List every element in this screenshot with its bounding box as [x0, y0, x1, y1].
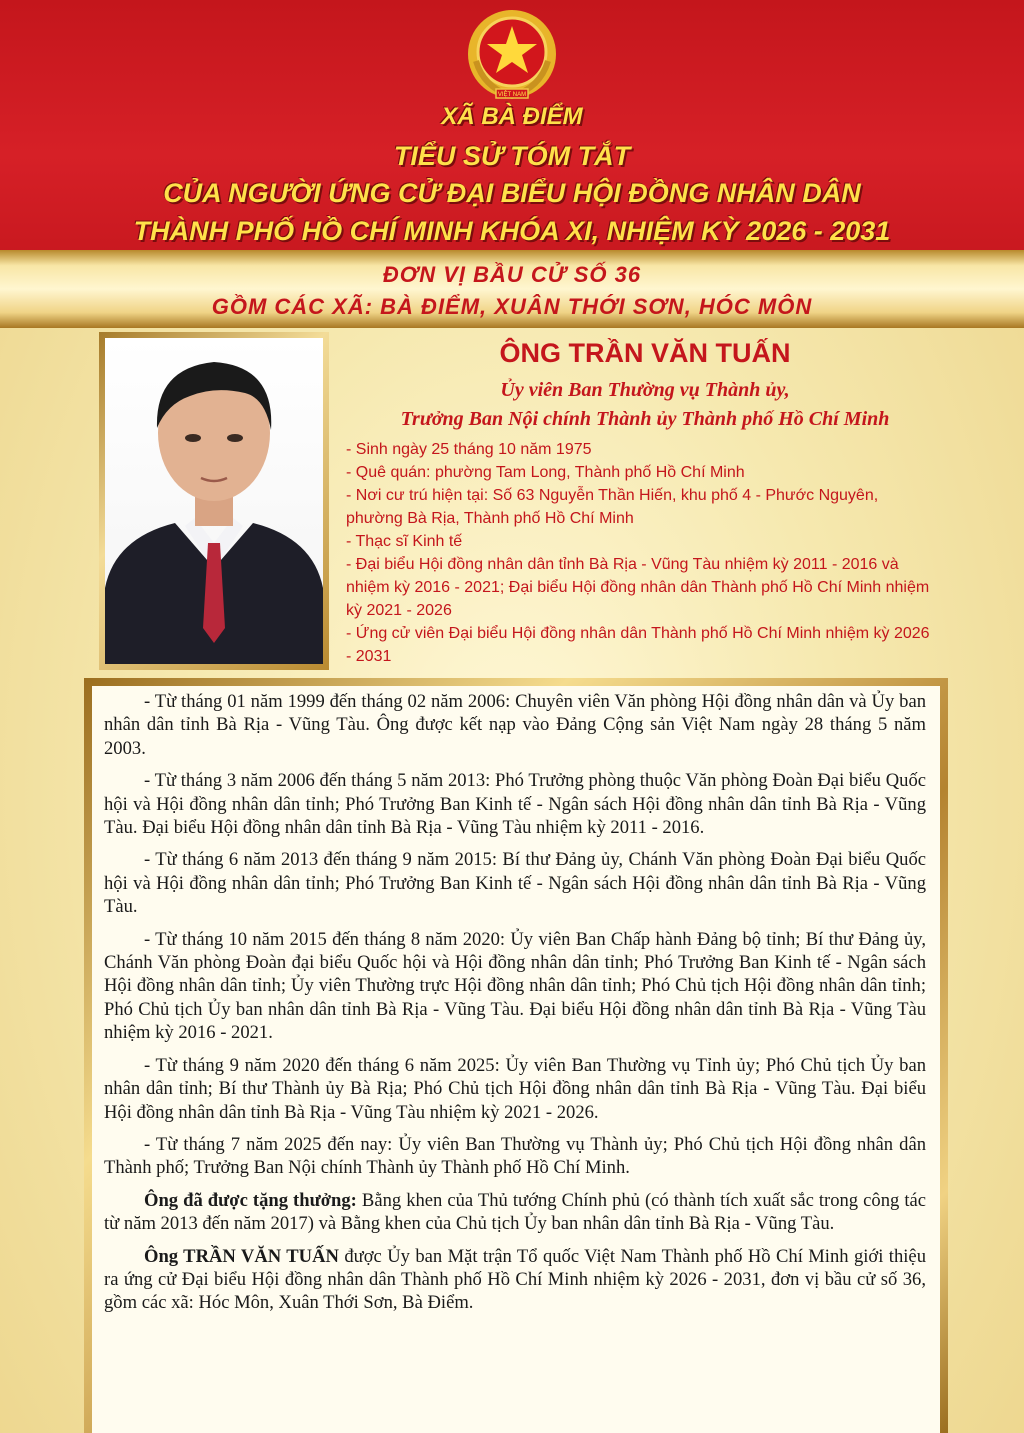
- candidate-title-1: Ủy viên Ban Thường vụ Thành ủy,: [500, 379, 790, 401]
- fact-item-birth: - Sinh ngày 25 tháng 10 năm 1975: [346, 441, 592, 458]
- electoral-unit-heading: ĐƠN VỊ BẦU CỬ SỐ 36: [382, 262, 642, 287]
- career-entry: - Từ tháng 9 năm 2020 đến tháng 6 năm 2025: Ủy viên Ban Thường vụ Tỉnh ủy; Phó Chủ tịch Ủy ban nhân dân tỉnh; Bí thư Thành ủy Bà Rịa; Phó Chủ tịch Hội đồng nhân dân tỉnh Bà Rịa - Vũng Tàu. Đại biểu Hội đồng nhân dân tỉnh Bà Rịa - Vũng Tàu nhiệm kỳ 2021 - 2026.: [104, 1054, 926, 1123]
- nomination-text: được Ủy ban Mặt trận Tổ quốc Việt Nam Thành phố Hồ Chí Minh giới thiệu ra ứng cử Đại biểu Hội đồng nhân dân Thành phố Hồ Chí Minh nhiệm kỳ 2026 - 2031, đơn vị bầu cử số 36, gồm các xã: Hóc Môn, Xuân Thới Sơn, Bà Điểm.: [104, 1245, 926, 1314]
- candidate-name: ÔNG TRẦN VĂN TUẤN: [499, 338, 791, 368]
- nomination-label: Ông TRẦN VĂN TUẤN: [144, 1245, 339, 1267]
- biography-text: [104, 690, 926, 1324]
- doc-title-line3: THÀNH PHỐ HỒ CHÍ MINH KHÓA XI, NHIỆM KỲ 2026 - 2031: [133, 216, 891, 246]
- emblem-text: VIỆT NAM: [497, 92, 527, 98]
- award-text: Bằng khen của Thủ tướng Chính phủ (có thành tích xuất sắc trong công tác từ năm 2013 đến năm 2017) và Bằng khen của Chủ tịch Ủy ban nhân dân tỉnh Bà Rịa - Vũng Tàu.: [104, 1189, 926, 1235]
- fact-item-residence: - Nơi cư trú hiện tại: Số 63 Nguyễn Thần Hiến, khu phố 4 - Phước Nguyên, phường Bà Rịa, Thành phố Hồ Chí Minh: [346, 487, 879, 527]
- candidate-title-2: Trưởng Ban Nội chính Thành ủy Thành phố Hồ Chí Minh: [400, 408, 890, 430]
- career-entry: - Từ tháng 3 năm 2006 đến tháng 5 năm 2013: Phó Trưởng phòng thuộc Văn phòng Đoàn Đại biểu Quốc hội và Hội đồng nhân dân tỉnh; Phó Trưởng Ban Kinh tế - Ngân sách Hội đồng nhân dân tỉnh Bà Rịa - Vũng Tàu. Đại biểu Hội đồng nhân dân tỉnh Bà Rịa - Vũng Tàu nhiệm kỳ 2011 - 2016.: [104, 770, 926, 839]
- career-entry: - Từ tháng 10 năm 2015 đến tháng 8 năm 2020: Ủy viên Ban Chấp hành Đảng bộ tỉnh; Bí thư Đảng ủy, Chánh Văn phòng Đoàn đại biểu Quốc hội và Hội đồng nhân dân tỉnh; Phó Trưởng Ban Kinh tế - Ngân sách Hội đồng nhân dân tỉnh; Ủy viên Thường trực Hội đồng nhân dân tỉnh; Phó Chủ tịch Hội đồng nhân dân tỉnh; Phó Chủ tịch Ủy ban nhân dân tỉnh Bà Rịa - Vũng Tàu. Đại biểu Hội đồng nhân dân tỉnh Bà Rịa - Vũng Tàu nhiệm kỳ 2016 - 2021.: [104, 928, 926, 1044]
- national-emblem-icon: [462, 6, 562, 106]
- portrait-frame: [99, 332, 329, 670]
- portrait-illustration: [105, 338, 323, 664]
- career-entry: - Từ tháng 6 năm 2013 đến tháng 9 năm 2015: Bí thư Đảng ủy, Chánh Văn phòng Đoàn Đại biểu Quốc hội và Hội đồng nhân dân tỉnh; Phó Trưởng Ban Kinh tế - Ngân sách Hội đồng nhân dân tỉnh Bà Rịa - Vũng Tàu.: [104, 849, 926, 918]
- doc-title-line2: CỦA NGƯỜI ỨNG CỬ ĐẠI BIỂU HỘI ĐỒNG NHÂN DÂN: [163, 178, 861, 208]
- fact-item-hometown: - Quê quán: phường Tam Long, Thành phố Hồ Chí Minh: [346, 464, 745, 481]
- award-label: Ông đã được tặng thưởng:: [144, 1189, 357, 1211]
- award-paragraph: [104, 1189, 926, 1236]
- personal-facts-list: [346, 438, 936, 668]
- career-entry: - Từ tháng 01 năm 1999 đến tháng 02 năm 2006: Chuyên viên Văn phòng Hội đồng nhân dân và Ủy ban nhân dân tỉnh Bà Rịa - Vũng Tàu. Ông được kết nạp vào Đảng Cộng sản Việt Nam ngày 28 tháng 5 năm 2003.: [104, 691, 926, 759]
- career-entry: - Từ tháng 7 năm 2025 đến nay: Ủy viên Ban Thường vụ Thành ủy; Phó Chủ tịch Hội đồng nhân dân Thành phố; Trưởng Ban Nội chính Thành ủy Thành phố Hồ Chí Minh.: [104, 1133, 926, 1179]
- commune-heading: XÃ BÀ ĐIỂM: [441, 103, 583, 130]
- electoral-unit-communes: GỒM CÁC XÃ: BÀ ĐIỂM, XUÂN THỚI SƠN, HÓC MÔN: [211, 294, 813, 319]
- fact-item-past-terms: - Đại biểu Hội đồng nhân dân tỉnh Bà Rịa - Vũng Tàu nhiệm kỳ 2011 - 2016 và nhiệm kỳ 2016 - 2021; Đại biểu Hội đồng nhân dân Thành phố Hồ Chí Minh nhiệm kỳ 2021 - 2026: [346, 556, 930, 619]
- nomination-paragraph: [104, 1245, 926, 1315]
- fact-item-candidacy: - Ứng cử viên Đại biểu Hội đồng nhân dân Thành phố Hồ Chí Minh nhiệm kỳ 2026 - 2031: [346, 625, 930, 665]
- fact-item-degree: - Thạc sĩ Kinh tế: [346, 533, 463, 550]
- candidate-portrait: [105, 338, 323, 664]
- doc-title-line1: TIỂU SỬ TÓM TẮT: [393, 141, 631, 171]
